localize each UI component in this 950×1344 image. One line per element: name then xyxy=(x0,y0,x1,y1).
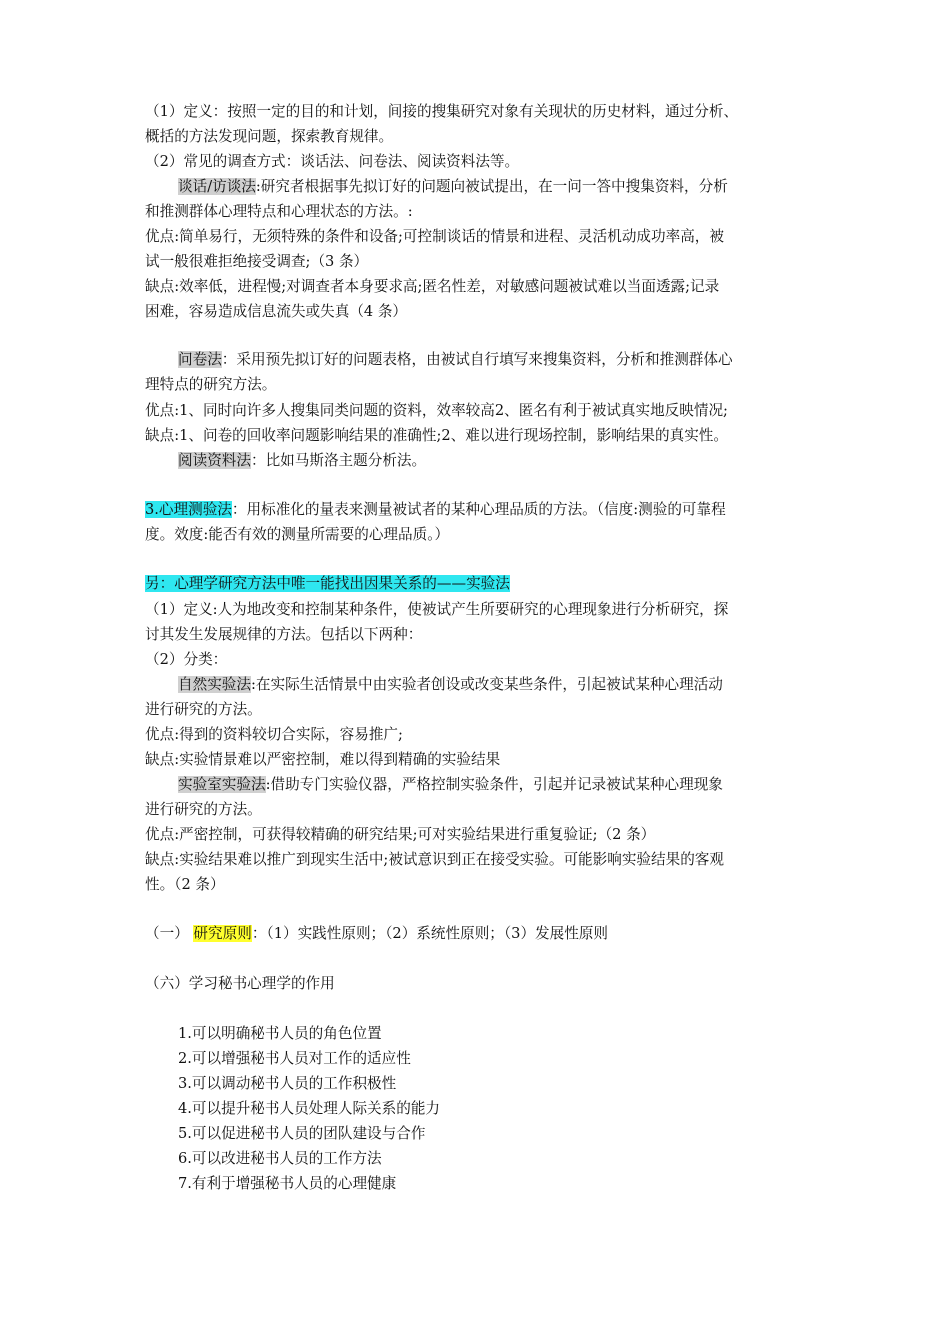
natural-experiment-pros: 优点:得到的资料较切合实际，容易推广; xyxy=(145,726,403,743)
research-principles-text: ：（1）实践性原则；（2）系统性原则；（3）发展性原则 xyxy=(251,925,609,942)
lab-experiment-term: 实验室实验法 xyxy=(178,776,266,793)
lab-experiment-pros: 优点:严密控制，可获得较精确的研究结果;可对实验结果进行重复验证;（2 条） xyxy=(145,826,656,843)
experiment-heading: 另：心理学研究方法中唯一能找出因果关系的——实验法 xyxy=(145,575,510,592)
talk-method-term: 谈话/访谈法 xyxy=(178,178,256,195)
research-principles-line xyxy=(145,924,815,944)
reading-method-line xyxy=(178,451,815,471)
experiment-heading-line xyxy=(145,574,815,594)
natural-experiment-term: 自然实验法 xyxy=(178,676,251,693)
lab-experiment-line-2: 进行研究的方法。 xyxy=(145,801,262,818)
role-heading: （六）学习秘书心理学的作用 xyxy=(145,975,335,992)
research-principles-term: 研究原则 xyxy=(193,925,252,942)
reading-method-text: ：比如马斯洛主题分析法。 xyxy=(250,452,427,469)
test-method-line-1 xyxy=(145,500,815,520)
talk-cons-line-1: 缺点:效率低，进程慢;对调查者本身要求高;匿名性差，对敏感问题被试难以当面透露;记录 xyxy=(145,278,720,295)
talk-pros-line-1: 优点:简单易行，无须特殊的条件和设备;可控制谈话的情景和进程、灵活机动成功率高，被 xyxy=(145,228,724,245)
role-list-item: 3.可以调动秘书人员的工作积极性 xyxy=(178,1075,397,1092)
natural-experiment-line-1 xyxy=(178,675,815,695)
role-list-item: 2.可以增强秘书人员对工作的适应性 xyxy=(178,1050,411,1067)
talk-method-text: :研究者根据事先拟订好的问题向被试提出，在一问一答中搜集资料，分析 xyxy=(255,178,728,195)
questionnaire-cons: 缺点:1、问卷的回收率问题影响结果的准确性;2、难以进行现场控制，影响结果的真实性。 xyxy=(145,427,728,444)
talk-cons-line-2: 困难，容易造成信息流失或失真（4 条） xyxy=(145,303,408,320)
role-list-item: 6.可以改进秘书人员的工作方法 xyxy=(178,1150,382,1167)
experiment-definition-line-1: （1）定义:人为地改变和控制某种条件，使被试产生所要研究的心理现象进行分析研究，探 xyxy=(145,601,729,618)
reading-method-term: 阅读资料法 xyxy=(178,452,251,469)
lab-experiment-line-1 xyxy=(178,775,815,795)
experiment-definition-line-2: 讨其发生发展规律的方法。包括以下两种： xyxy=(145,626,423,643)
talk-method-line-1 xyxy=(178,177,815,197)
experiment-types-line: （2）分类： xyxy=(145,651,228,668)
talk-method-line-2: 和推测群体心理特点和心理状态的方法。: xyxy=(145,203,413,220)
lab-experiment-cons-line-2: 性。（2 条） xyxy=(145,876,225,893)
test-method-term: 3.心理测验法 xyxy=(145,501,232,518)
natural-experiment-cons: 缺点:实验情景难以严密控制，难以得到精确的实验结果 xyxy=(145,751,501,768)
survey-definition-line-2: 概括的方法发现问题，探索教育规律。 xyxy=(145,128,394,145)
questionnaire-pros: 优点:1、同时向许多人搜集同类问题的资料，效率较高2、匿名有利于被试真实地反映情况; xyxy=(145,402,728,419)
lab-experiment-cons-line-1: 缺点:实验结果难以推广到现实生活中;被试意识到正在接受实验。可能影响实验结果的客观 xyxy=(145,851,724,868)
natural-experiment-line-2: 进行研究的方法。 xyxy=(145,701,262,718)
test-method-text: ：用标准化的量表来测量被试者的某种心理品质的方法。（信度:测验的可靠程 xyxy=(231,501,726,518)
role-list-item: 7.有利于增强秘书人员的心理健康 xyxy=(178,1175,397,1192)
survey-definition-line-1: （1）定义：按照一定的目的和计划，间接的搜集研究对象有关现状的历史材料，通过分析、 xyxy=(145,103,739,120)
questionnaire-line-1 xyxy=(178,350,815,370)
role-list-item: 1.可以明确秘书人员的角色位置 xyxy=(178,1025,382,1042)
questionnaire-line-2: 理特点的研究方法。 xyxy=(145,376,277,393)
questionnaire-text: ：采用预先拟订好的问题表格，由被试自行填写来搜集资料，分析和推测群体心 xyxy=(221,351,733,368)
talk-pros-line-2: 试一般很难拒绝接受调查;（3 条） xyxy=(145,253,369,270)
role-list-item: 5.可以促进秘书人员的团队建设与合作 xyxy=(178,1125,426,1142)
lab-experiment-text: :借助专门实验仪器，严格控制实验条件，引起并记录被试某种心理现象 xyxy=(265,776,723,793)
natural-experiment-text: :在实际生活情景中由实验者创设或改变某些条件，引起被试某种心理活动 xyxy=(250,676,723,693)
test-method-line-2: 度。效度:能否有效的测量所需要的心理品质。） xyxy=(145,526,450,543)
role-list-item: 4.可以提升秘书人员处理人际关系的能力 xyxy=(178,1100,441,1117)
research-principles-prefix: （一） xyxy=(145,925,194,942)
questionnaire-term: 问卷法 xyxy=(178,351,222,368)
survey-methods-line: （2）常见的调查方式：谈话法、问卷法、阅读资料法等。 xyxy=(145,153,520,170)
